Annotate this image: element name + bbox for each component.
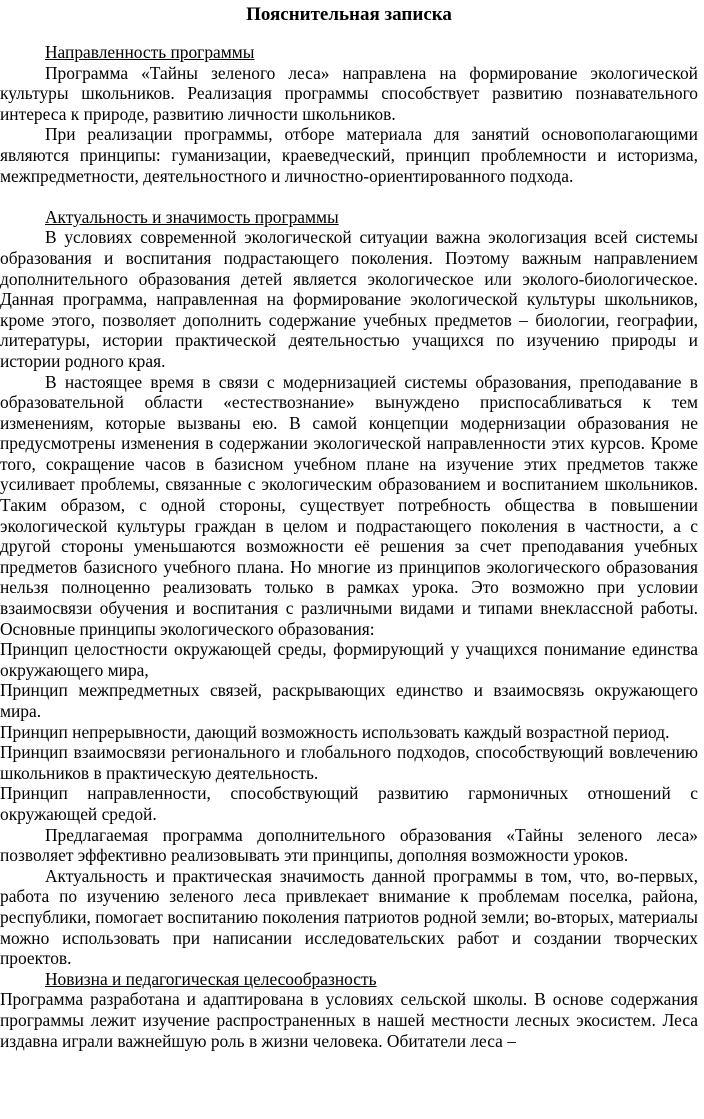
paragraph: В настоящее время в связи с модернизацией системы образования, преподавание в образовательной области «естествознание» вынуждено приспосабливаться к тем изменениям, которые вызваны ею. В самой концепции модернизации образования не предусмотрены изменения в содержании экологической направленности этих курсов. Кроме того, сокращение часов в базисном учебном плане на изучение этих предметов также усиливает проблемы, связанные с экологическим образованием и воспитанием школьников. Таким образом, с одной стороны, существует потребность общества в повышении экологической культуры граждан в целом и подрастающего поколения в частности, а с другой стороны уменьшаются возможности её решения за счет преподавания учебных предметов базисного учебного плана. Но многие из принципов экологического образования нельзя полноценно реализовать только в рамках урока. Это возможно при условии взаимосвязи обучения и воспитания с различными видами и типами внеклассной работы. Основные принципы экологического образования:	[0, 371, 698, 639]
paragraph: Предлагаемая программа дополнительного образования «Тайны зеленого леса» позволяет эффективно реализовывать эти принципы, дополняя возможности уроков.	[0, 824, 698, 866]
paragraph: Программа «Тайны зеленого леса» направлена на формирование экологической культуры школьников. Реализация программы способствует развитию познавательного интереса к природе, развитию личности школьников.	[0, 62, 698, 124]
principle-item: Принцип межпредметных связей, раскрывающих единство и взаимосвязь окружающего мира.	[0, 680, 698, 721]
paragraph: В условиях современной экологической ситуации важна экологизация всей системы образования и воспитания подрастающего поколения. Поэтому важным направлением дополнительного образования детей является экологическое или эколого-биологическое. Данная программа, направленная на формирование экологической культуры школьников, кроме этого, позволяет дополнить содержание учебных предметов – биологии, географии, литературы, истории практической деятельностью учащихся по изучению природы и истории родного края.	[0, 227, 698, 371]
paragraph: Программа разработана и адаптирована в условиях сельской школы. В основе содержания программы лежит изучение распространенных в нашей местности лесных экосистем. Леса издавна играли важнейшую роль в жизни человека. Обитатели леса –	[0, 989, 698, 1051]
principle-item: Принцип непрерывности, дающий возможность использовать каждый возрастной период.	[0, 721, 670, 742]
document-title: Пояснительная записка	[246, 4, 452, 25]
section-heading-relevance: Актуальность и значимость программы	[45, 206, 339, 227]
principle-item: Принцип целостности окружающей среды, формирующий у учащихся понимание единства окружающего мира,	[0, 639, 698, 680]
principle-item: Принцип взаимосвязи регионального и глобального подходов, способствующий вовлечению школьников в практическую деятельность.	[0, 742, 698, 783]
section-heading-direction: Направленность программы	[45, 42, 255, 62]
paragraph: При реализации программы, отборе материала для занятий основополагающими являются принципы: гуманизации, краеведческий, принцип проблемности и историзма, межпредметности, деятельностного и личностно-ориентированного подхода.	[0, 124, 698, 186]
paragraph: Актуальность и практическая значимость данной программы в том, что, во-первых, работа по изучению зеленого леса привлекает внимание к проблемам поселка, района, республики, помогает воспитанию поколения патриотов родной земли; во-вторых, материалы можно использовать при написании исследовательских работ и создании творческих проектов.	[0, 865, 698, 969]
spacer	[0, 186, 698, 207]
section-heading-novelty: Новизна и педагогическая целесообразность	[45, 968, 377, 989]
principle-item: Принцип направленности, способствующий развитию гармоничных отношений с окружающей средой.	[0, 783, 698, 824]
